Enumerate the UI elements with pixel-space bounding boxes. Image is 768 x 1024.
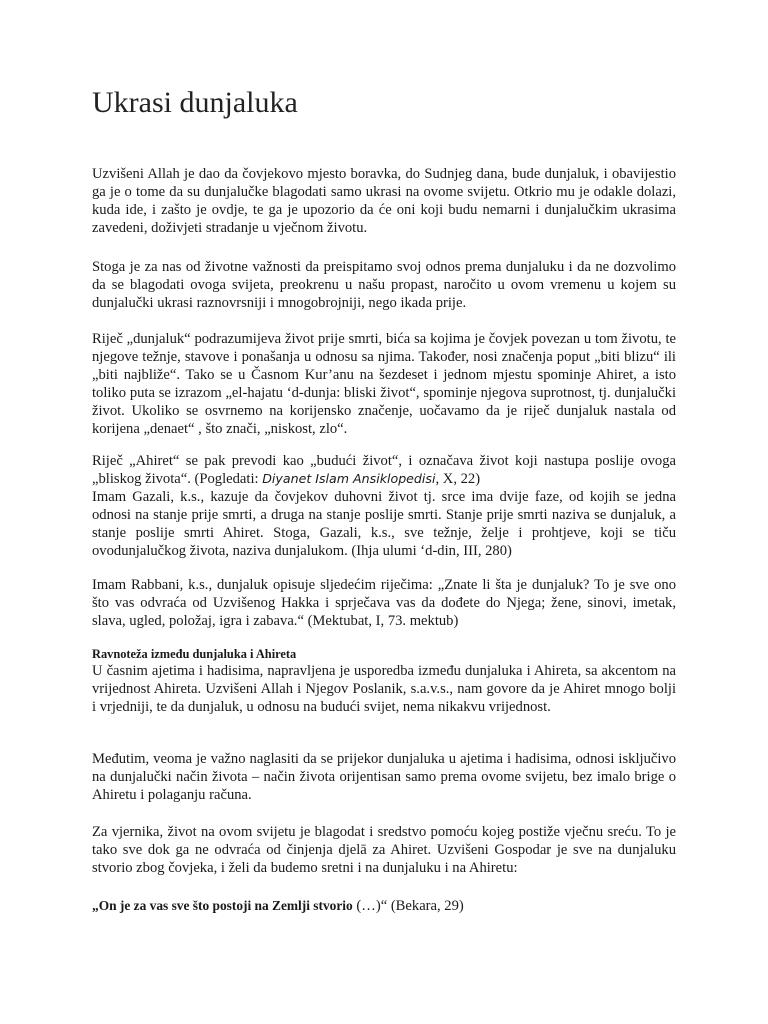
ahiret-text-start: Riječ „Ahiret“ se pak prevodi kao „budući život“, i označava život koji nastupa poslije ovoga „bliskog života“. (Pogledati: <box>92 453 676 488</box>
section-text: U časnim ajetima i hadisima, napravljena je usporedba između dunjaluka i Ahireta, sa akcentom na vrijednost Ahireta. Uzvišeni Allah i Njegov Poslanik, s.a.v.s., nam govore da je Ahiret mnogo bolji i vrjedniji, te da dunjaluk, u odnosu na budući svijet, nema nikakvu vrijednost. <box>92 663 676 716</box>
gazali-text: Imam Gazali, k.s., kazuje da čovjekov duhovni život tj. srce ima dvije faze, od kojih se jedna odnosi na stanje prije smrti, a druga na stanje poslije smrti. Stanje prije smrti naziva se dunjaluk, a stanje poslije smrti Ahiret. Stoga, Gazali, k.s., sve težnje, želje i prohtjeve, koji se tiču ovodunjalučkog života, naziva dunjalukom. (Ihja ulumi ‘d-din, III, 280) <box>92 489 676 560</box>
paragraph-reproach: Međutim, veoma je važno naglasiti da se prijekor dunjaluka u ajetima i hadisima, odnosi isključivo na dunjalučki način života – način života orijentisan samo prema ovome svijetu, bez imalo brige o Ahiretu i polaganju računa. <box>92 751 676 804</box>
ahiret-text-end: , X, 22) <box>435 471 481 488</box>
source-title: Diyanet Islam Ansiklopedisi <box>262 471 436 487</box>
quote-reference: (…)“ (Bekara, 29) <box>352 898 464 914</box>
paragraph-believer: Za vjernika, život na ovom svijetu je blagodat i sredstvo pomoću kojeg postiže vječnu sreću. To je tako sve dok ga ne odvraća od činjenja djelā za Ahiret. Uzvišeni Gospodar je sve na dunjaluku stvorio zbog čovjeka, i želi da budemo sretni i na dunjaluku i na Ahiretu: <box>92 824 676 877</box>
section-balance <box>92 646 676 716</box>
quote-bekara <box>92 897 676 915</box>
page-title: Ukrasi dunjaluka <box>92 86 298 119</box>
paragraph-dunjaluk-meaning: Riječ „dunjaluk“ podrazumijeva život prije smrti, bića sa kojima je čovjek povezan u tom životu, te njegove težnje, stavove i ponašanja u odnosu sa njima. Također, nosi značenja poput „biti blizu“ ili „biti najbliže“. Tako se u Časnom Kur’anu na šezdeset i jednom mjestu spominje Ahiret, a isto toliko puta se izrazom „el-hajatu ‘d-dunja: bliski život“, spominje njegova suprotnost, tj. dunjalučki život. Ukoliko se osvrnemo na korijensko značenje, uočavamo da je riječ dunjaluk nastala od korijena „denaet“ , što znači, „niskost, zlo“. <box>92 331 676 438</box>
paragraph-importance: Stoga je za nas od životne važnosti da preispitamo svoj odnos prema dunjaluku i da ne dozvolimo da se blagodati ovoga svijeta, preokrenu u našu propast, naročito u ovom vremenu u kojem su dunjalučki ukrasi raznovrsniji i mnogobrojniji, nego ikada prije. <box>92 259 676 312</box>
quote-text: „On je za vas sve što postoji na Zemlji stvorio <box>92 898 353 913</box>
section-heading: Ravnoteža između dunjaluka i Ahireta <box>92 647 297 661</box>
paragraph-ahiret-meaning <box>92 452 676 561</box>
paragraph-intro: Uzvišeni Allah je dao da čovjekovo mjesto boravka, do Sudnjeg dana, bude dunjaluk, i obavijestio ga je o tome da su dunjalučke blagodati samo ukrasi na ovome svijetu. Otkrio mu je odakle dolazi, kuda ide, i zašto je ovdje, te ga je upozorio da će oni koji budu nemarni i dunjalučkim ukrasima zavedeni, doživjeti stradanje u vječnom životu. <box>92 166 676 237</box>
paragraph-rabbani: Imam Rabbani, k.s., dunjaluk opisuje sljedećim riječima: „Znate li šta je dunjaluk? To je sve ono što vas odvraća od Uzvišenog Hakka i sprječava vas da dođete do Njega; žene, sinovi, imetak, slava, ugled, položaj, igra i zabava.“ (Mektubat, I, 73. mektub) <box>92 577 676 630</box>
